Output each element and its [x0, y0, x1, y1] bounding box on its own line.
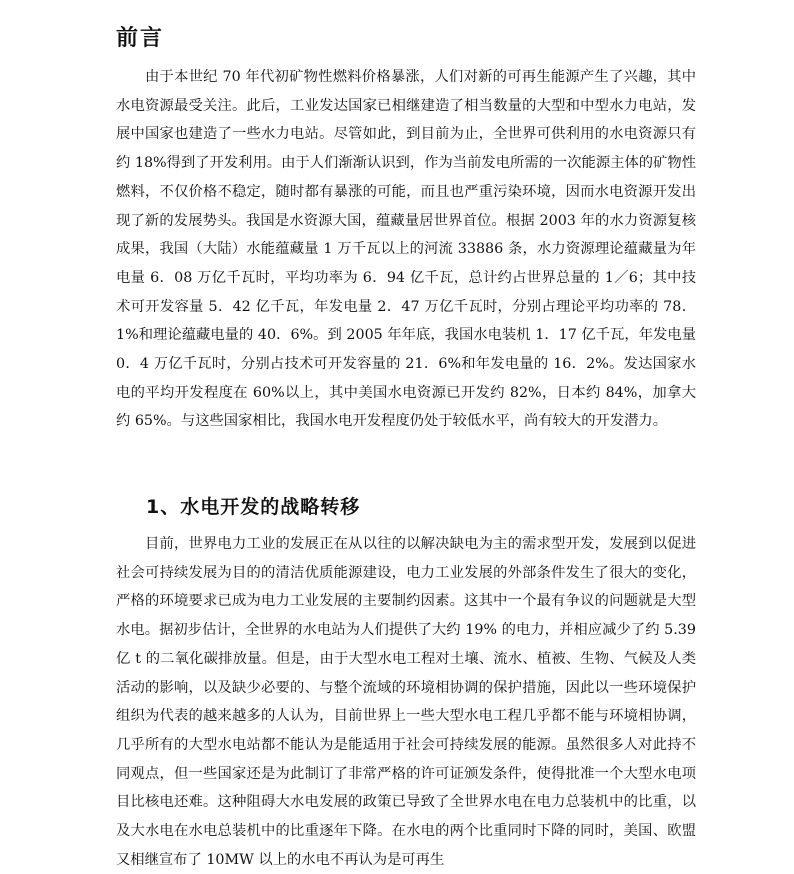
section-1-paragraph: 目前，世界电力工业的发展正在从以往的以解决缺电为主的需求型开发，发展到以促进社会可持续发展为目的的清洁优质能源建设，电力工业发展的外部条件发生了很大的变化，严格的环境要求已成为电力工业发展的主要制约因素。这其中一个最有争议的问题就是大型水电。据初步估计，全世界的水电站为人们提供了大约 19% 的电力，并相应减少了约 5.39 亿 t 的二氧化碳排放量。但是，由于大型水电工程对土壤、流水、植被、生物、气候及人类活动的影响，以及缺少必要的、与整个流域的环境相协调的保护措施，因此以一些环境保护组织为代表的越来越多的人认为，目前世界上一些大型水电工程几乎都不能与环境相协调，几乎所有的大型水电站都不能认为是能适用于社会可持续发展的能源。虽然很多人对此持不同观点，但一些国家还是为此制订了非常严格的许可证颁发条件，使得批准一个大型水电项目比核电还难。这种阻碍大水电发展的政策已导致了全世界水电在电力总装机中的比重，以及大水电在水电总装机中的比重逐年下降。在水电的两个比重同时下降的同时，美国、欧盟又相继宣布了 10MW 以上的水电不再认为是可再生 [116, 536, 696, 868]
preface-heading: 前言 [116, 26, 165, 51]
preface-paragraph: 由于本世纪 70 年代初矿物性燃料价格暴涨，人们对新的可再生能源产生了兴趣，其中水电资源最受关注。此后，工业发达国家已相继建造了相当数量的大型和中型水力电站，发展中国家也建造了一些水力电站。尽管如此，到目前为止，全世界可供利用的水电资源只有约 18%得到了开发利用。由于人们渐渐认识到，作为当前发电所需的一次能源主体的矿物性燃料，不仅价格不稳定，随时都有暴涨的可能，而且也严重污染环境，因而水电资源开发出现了新的发展势头。我国是水资源大国，蕴藏量居世界首位。根据 2003 年的水力资源复核成果，我国（大陆）水能蕴藏量 1 万千瓦以上的河流 33886 条，水力资源理论蕴藏量为年电量 6．08 万亿千瓦时，平均功率为 6．94 亿千瓦，总计约占世界总量的 1／6；其中技术可开发容量 5．42 亿千瓦，年发电量 2．47 万亿千瓦时，分别占理论平均功率的 78．1%和理论蕴藏电量的 40．6%。到 2005 年年底，我国水电装机 1．17 亿千瓦，年发电量 0．4 万亿千瓦时，分别占技术可开发容量的 21．6%和年发电量的 16．2%。发达国家水电的平均开发程度在 60%以上，其中美国水电资源已开发约 82%，日本约 84%，加拿大约 65%。与这些国家相比，我国水电开发程度仍处于较低水平，尚有较大的开发潜力。 [116, 69, 696, 430]
section-1-heading: 1、水电开发的战略转移 [146, 496, 361, 518]
